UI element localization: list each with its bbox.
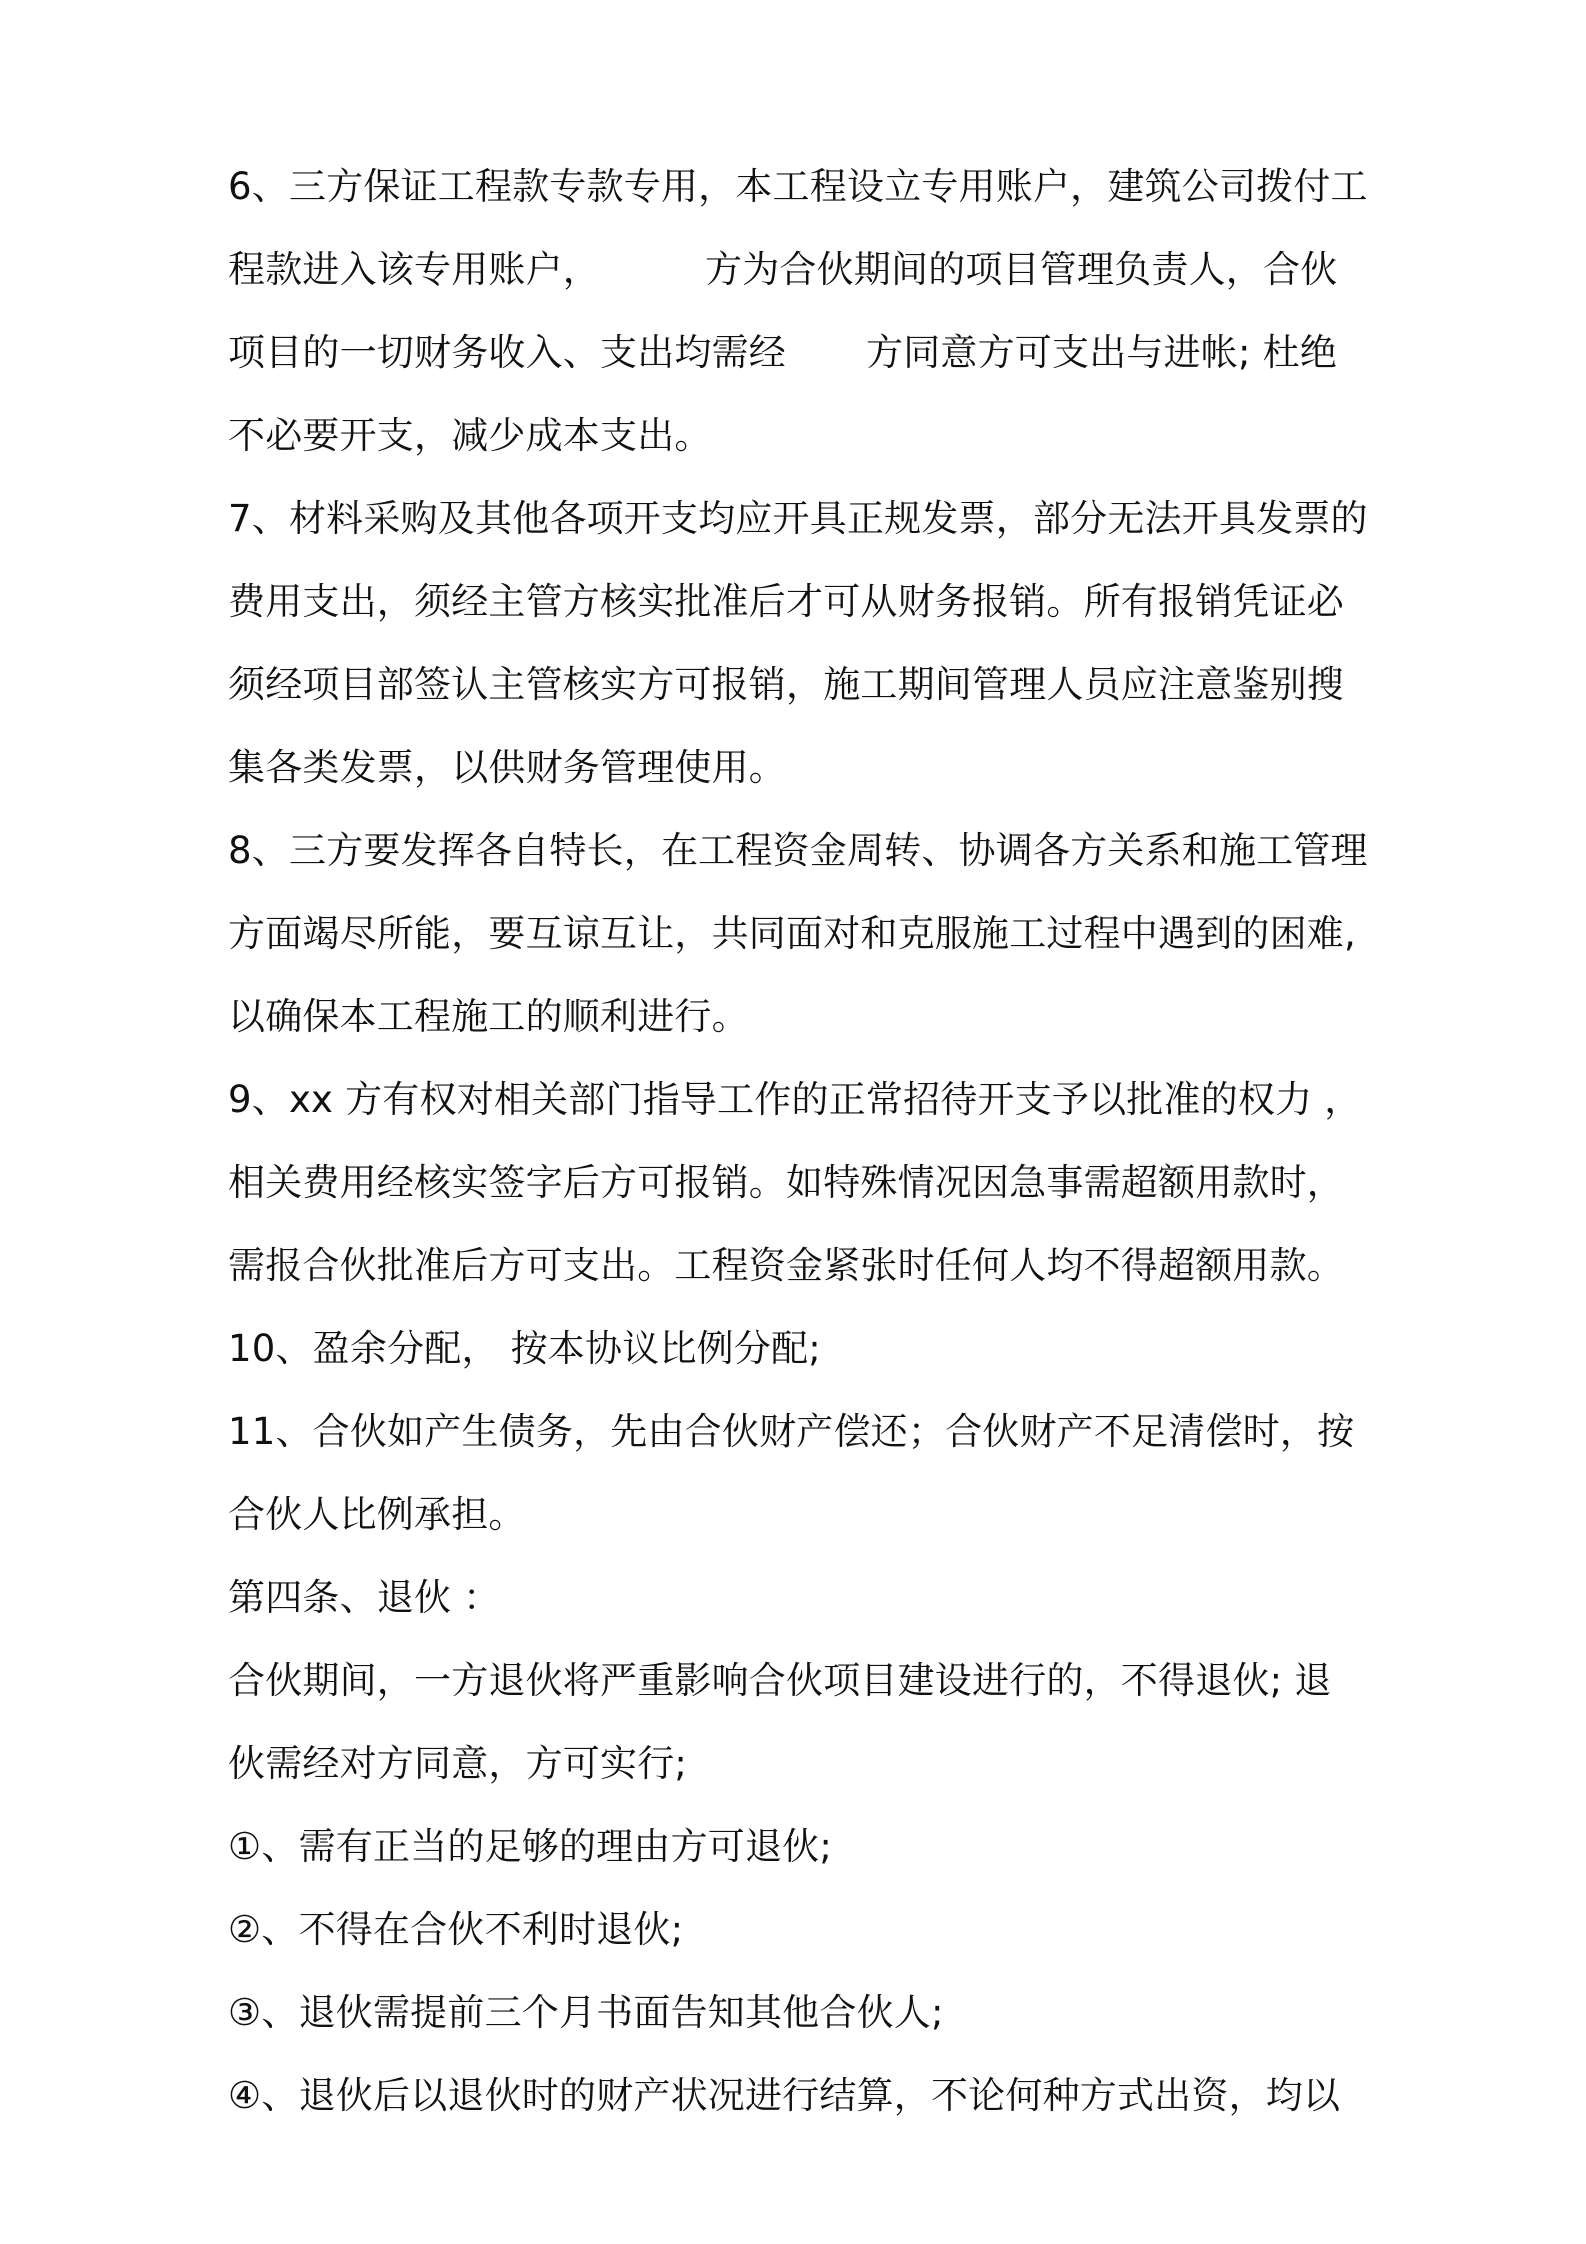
text-line-13: 相关费用经核实签字后方可报销。如特殊情况因急事需超额用款时， [228,1161,1344,1204]
text-line-4: 不必要开支，减少成本支出。 [228,414,712,457]
text-line-2-part-1: 程款进入该专用账户， [228,248,600,291]
text-line-2 [228,228,1368,311]
text-line-9: 8、三方要发挥各自特长，在工程资金周转、协调各方关系和施工管理 [228,829,1368,872]
list-item-1: ①、需有正当的足够的理由方可退伙; [228,1825,833,1868]
text-line-16: 11、合伙如产生债务，先由合伙财产偿还；合伙财产不足清偿时，按 [228,1410,1355,1453]
text-line-6: 费用支出，须经主管方核实批准后才可从财务报销。所有报销凭证必 [228,580,1344,623]
text-line-2-part-2: 方为合伙期间的项目管理负责人，合伙 [705,248,1338,291]
document-body [228,145,1368,2137]
text-line-11: 以确保本工程施工的顺利进行。 [228,995,749,1038]
text-line-8: 集各类发票，以供财务管理使用。 [228,746,786,789]
text-line-14: 需报合伙批准后方可支出。工程资金紧张时任何人均不得超额用款。 [228,1244,1344,1287]
text-line-15: 10、盈余分配， 按本协议比例分配; [228,1327,821,1370]
section-heading: 第四条、退伙 ： [228,1576,501,1619]
text-line-19: 合伙期间，一方退伙将严重影响合伙项目建设进行的，不得退伙; 退 [228,1659,1332,1702]
text-line-10: 方面竭尽所能，要互谅互让，共同面对和克服施工过程中遇到的困难, [228,912,1356,955]
text-line-3-part-2: 方同意方可支出与进帐; 杜绝 [866,331,1338,374]
text-line-3 [228,311,1368,394]
text-line-5: 7、材料采购及其他各项开支均应开具正规发票，部分无法开具发票的 [228,497,1368,540]
text-line-1: 6、三方保证工程款专款专用，本工程设立专用账户，建筑公司拨付工 [228,165,1368,208]
text-line-3-part-1: 项目的一切财务收入、支出均需经 [228,331,786,374]
text-line-7: 须经项目部签认主管核实方可报销，施工期间管理人员应注意鉴别搜 [228,663,1344,706]
text-line-12: 9、xx 方有权对相关部门指导工作的正常招待开支予以批准的权力 ， [228,1078,1362,1121]
text-line-20: 伙需经对方同意，方可实行; [228,1742,688,1785]
list-item-4: ④、退伙后以退伙时的财产状况进行结算，不论何种方式出资，均以 [228,2074,1341,2117]
text-line-17: 合伙人比例承担。 [228,1493,526,1536]
list-item-2: ②、不得在合伙不利时退伙; [228,1908,684,1951]
list-item-3: ③、退伙需提前三个月书面告知其他合伙人; [228,1991,944,2034]
